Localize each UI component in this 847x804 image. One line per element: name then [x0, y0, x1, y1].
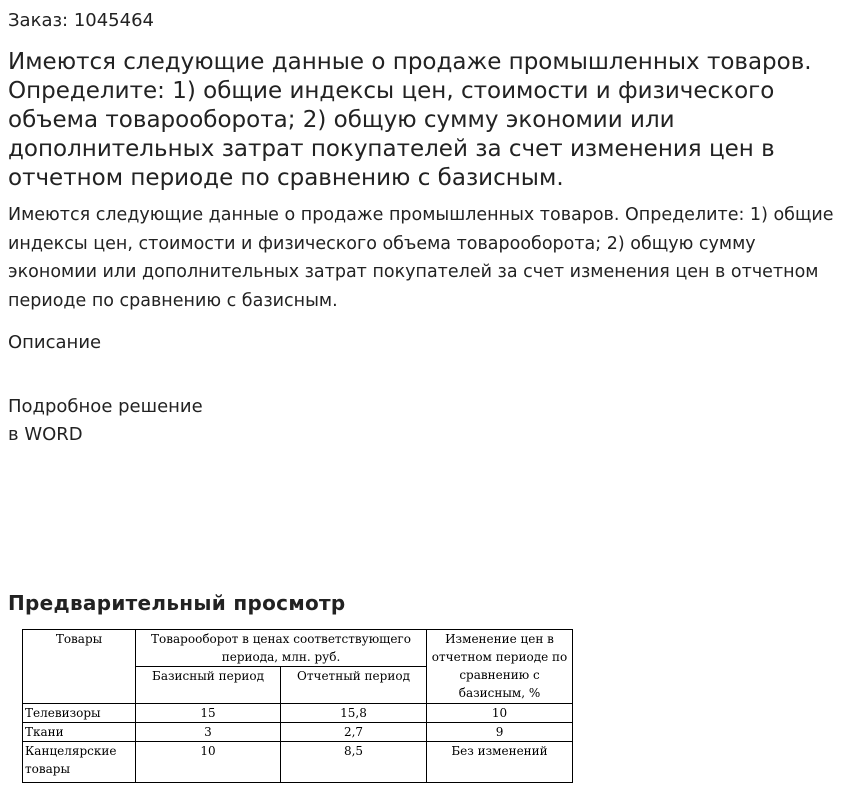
description-label: Описание: [8, 332, 102, 353]
row-report: 8,5: [281, 742, 427, 783]
table-row: [23, 742, 573, 783]
task-text: Имеются следующие данные о продаже промышленных товаров. Определите: 1) общие индексы цен, стоимости и физического объема товарооборота; 2) общую сумму экономии или дополнительных затрат покупателей за счет изменения цен в отчетном периоде по сравнению с базисным.: [8, 205, 834, 311]
header-base-period: Базисный период: [136, 667, 281, 704]
header-turnover: Товарооборот в ценах соответствующего периода, млн. руб.: [136, 630, 427, 667]
row-change: 9: [427, 723, 573, 742]
row-report: 2,7: [281, 723, 427, 742]
row-change: Без изменений: [427, 742, 573, 783]
header-report-period: Отчетный период: [281, 667, 427, 704]
task-title: Имеются следующие данные о продаже промышленных товаров. Определите: 1) общие индексы цен, стоимости и физического объема товарооборота; 2) общую сумму экономии или дополнительных затрат покупателей за счет изменения цен в отчетном периоде по сравнению с базисным.: [8, 49, 812, 191]
solution-line-1: Подробное решение: [8, 396, 203, 417]
order-number: Заказ: 1045464: [8, 10, 154, 31]
preview-table: [22, 629, 573, 783]
row-name: Телевизоры: [23, 704, 136, 723]
preview-title: Предварительный просмотр: [8, 591, 346, 615]
row-base: 15: [136, 704, 281, 723]
row-base: 10: [136, 742, 281, 783]
row-name: Канцелярские товары: [23, 742, 136, 783]
solution-line-2: в WORD: [8, 424, 83, 445]
solution-info: [8, 393, 203, 449]
table-header-row: [23, 630, 573, 667]
row-change: 10: [427, 704, 573, 723]
table-row: [23, 704, 573, 723]
table-row: [23, 723, 573, 742]
row-report: 15,8: [281, 704, 427, 723]
row-base: 3: [136, 723, 281, 742]
header-price-change: Изменение цен в отчетном периоде по сравнению с базисным, %: [427, 630, 573, 704]
row-name: Ткани: [23, 723, 136, 742]
header-goods: Товары: [23, 630, 136, 704]
